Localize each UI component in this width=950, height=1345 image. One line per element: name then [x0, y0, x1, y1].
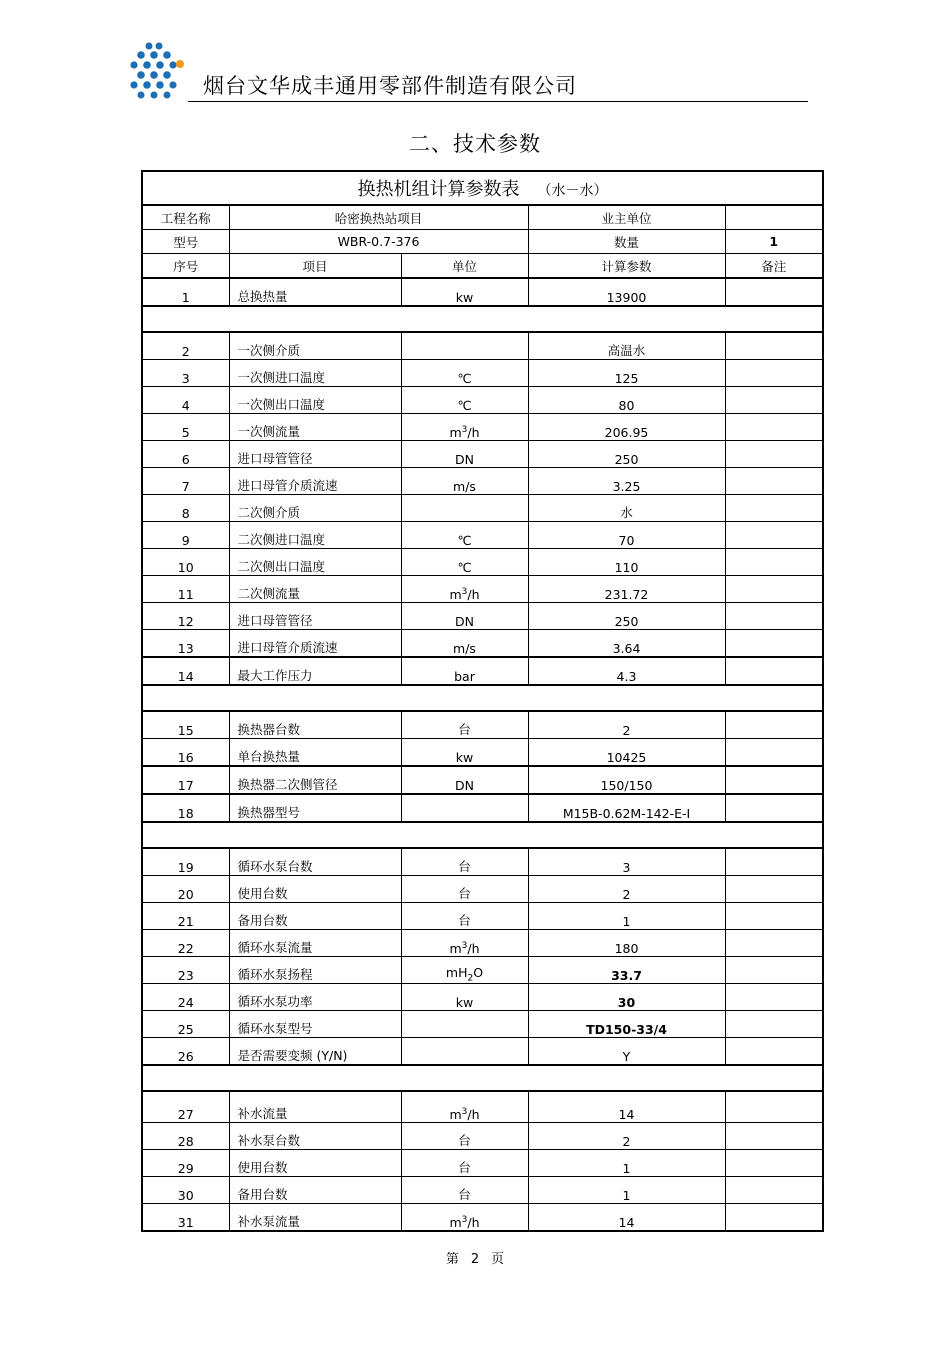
row-unit: ℃	[401, 522, 528, 549]
table-row	[142, 522, 823, 549]
row-unit: 台	[401, 1150, 528, 1177]
separator-cell	[142, 306, 823, 332]
row-remark	[725, 903, 823, 930]
row-unit	[401, 332, 528, 360]
company-name: 烟台文华成丰通用零部件制造有限公司	[203, 74, 577, 98]
row-no: 13	[142, 630, 229, 658]
row-item: 最大工作压力	[229, 657, 401, 685]
table-row	[142, 711, 823, 739]
unit-tail: /h	[467, 1107, 480, 1122]
separator-cell	[142, 685, 823, 711]
row-unit	[401, 957, 528, 984]
unit-base: m	[449, 425, 462, 440]
row-no: 9	[142, 522, 229, 549]
table-row	[142, 468, 823, 495]
row-no: 27	[142, 1091, 229, 1123]
row-no: 17	[142, 766, 229, 794]
row-unit	[401, 1204, 528, 1232]
table-row	[142, 414, 823, 441]
table-row	[142, 630, 823, 658]
table-row	[142, 603, 823, 630]
row-remark	[725, 930, 823, 957]
table-row	[142, 657, 823, 685]
unit-base: m	[449, 587, 462, 602]
table-row	[142, 1038, 823, 1066]
row-no: 22	[142, 930, 229, 957]
row-item: 补水流量	[229, 1091, 401, 1123]
table-row	[142, 903, 823, 930]
col-header-unit: 单位	[401, 254, 528, 279]
page-suffix: 页	[491, 1252, 505, 1267]
table-row	[142, 848, 823, 876]
unit-superscript: 3	[461, 1106, 468, 1117]
row-item: 进口母管管径	[229, 603, 401, 630]
header-divider	[188, 101, 808, 102]
row-remark	[725, 766, 823, 794]
row-value: 4.3	[528, 657, 725, 685]
row-value: 1	[528, 903, 725, 930]
row-no: 31	[142, 1204, 229, 1232]
row-value: 33.7	[528, 957, 725, 984]
unit-base: m	[449, 941, 462, 956]
section-separator	[142, 685, 823, 711]
row-value: 2	[528, 876, 725, 903]
row-item: 补水泵流量	[229, 1204, 401, 1232]
row-item: 换热器台数	[229, 711, 401, 739]
row-remark	[725, 848, 823, 876]
row-no: 24	[142, 984, 229, 1011]
row-item: 备用台数	[229, 1177, 401, 1204]
row-unit	[401, 794, 528, 822]
row-no: 21	[142, 903, 229, 930]
row-no: 15	[142, 711, 229, 739]
table-row	[142, 495, 823, 522]
row-item: 使用台数	[229, 1150, 401, 1177]
model-value: WBR-0.7-376	[229, 230, 528, 254]
row-value: 3.25	[528, 468, 725, 495]
row-remark	[725, 495, 823, 522]
table-row	[142, 332, 823, 360]
row-item: 换热器型号	[229, 794, 401, 822]
row-value: 水	[528, 495, 725, 522]
unit-tail: /h	[467, 587, 480, 602]
row-unit: ℃	[401, 360, 528, 387]
company-logo	[128, 40, 186, 104]
row-no: 12	[142, 603, 229, 630]
row-item: 总换热量	[229, 278, 401, 306]
row-value: 2	[528, 711, 725, 739]
unit-tail: /h	[467, 425, 480, 440]
row-item: 进口母管介质流速	[229, 630, 401, 658]
row-value: 1	[528, 1177, 725, 1204]
row-no: 4	[142, 387, 229, 414]
project-row	[142, 205, 823, 230]
row-item: 二次侧介质	[229, 495, 401, 522]
row-item: 二次侧流量	[229, 576, 401, 603]
row-value: 125	[528, 360, 725, 387]
row-remark	[725, 414, 823, 441]
row-item: 备用台数	[229, 903, 401, 930]
row-remark	[725, 387, 823, 414]
table-subtitle: （水－水）	[537, 183, 608, 199]
row-unit: 台	[401, 876, 528, 903]
row-value: 70	[528, 522, 725, 549]
table-row	[142, 766, 823, 794]
row-unit	[401, 1011, 528, 1038]
row-item: 是否需要变频 (Y/N)	[229, 1038, 401, 1066]
col-header-value: 计算参数	[528, 254, 725, 279]
row-unit: ℃	[401, 549, 528, 576]
row-unit: 台	[401, 1123, 528, 1150]
row-value: 180	[528, 930, 725, 957]
row-no: 2	[142, 332, 229, 360]
row-value: 1	[528, 1150, 725, 1177]
project-value: 哈密换热站项目	[229, 205, 528, 230]
row-no: 5	[142, 414, 229, 441]
table-row	[142, 576, 823, 603]
row-no: 20	[142, 876, 229, 903]
row-value: 231.72	[528, 576, 725, 603]
row-unit: 台	[401, 1177, 528, 1204]
row-unit: kw	[401, 739, 528, 767]
row-value: 206.95	[528, 414, 725, 441]
table-row	[142, 278, 823, 306]
row-no: 7	[142, 468, 229, 495]
row-remark	[725, 1150, 823, 1177]
table-row	[142, 1204, 823, 1232]
table-row	[142, 1123, 823, 1150]
unit-base: mH	[445, 964, 468, 980]
row-unit	[401, 1091, 528, 1123]
row-remark	[725, 984, 823, 1011]
table-row	[142, 794, 823, 822]
unit-subscript: 2	[467, 973, 474, 983]
table-row	[142, 1091, 823, 1123]
row-item: 换热器二次侧管径	[229, 766, 401, 794]
row-remark	[725, 332, 823, 360]
row-item: 一次侧介质	[229, 332, 401, 360]
table-row	[142, 876, 823, 903]
table-row	[142, 387, 823, 414]
qty-label: 数量	[528, 230, 725, 254]
row-no: 14	[142, 657, 229, 685]
row-unit: DN	[401, 441, 528, 468]
row-value: 150/150	[528, 766, 725, 794]
row-item: 一次侧进口温度	[229, 360, 401, 387]
row-no: 25	[142, 1011, 229, 1038]
row-remark	[725, 549, 823, 576]
row-value: 高温水	[528, 332, 725, 360]
table-row	[142, 984, 823, 1011]
row-no: 30	[142, 1177, 229, 1204]
model-label: 型号	[142, 230, 229, 254]
row-no: 16	[142, 739, 229, 767]
table-title-row	[142, 171, 823, 205]
row-item: 单台换热量	[229, 739, 401, 767]
row-remark	[725, 1204, 823, 1232]
row-no: 28	[142, 1123, 229, 1150]
row-item: 循环水泵型号	[229, 1011, 401, 1038]
row-remark	[725, 739, 823, 767]
row-remark	[725, 1177, 823, 1204]
row-remark	[725, 360, 823, 387]
page-number: 2	[470, 1252, 480, 1267]
unit-base: m	[449, 1215, 462, 1230]
table-row	[142, 1150, 823, 1177]
row-value: 10425	[528, 739, 725, 767]
row-value: 250	[528, 603, 725, 630]
row-item: 进口母管介质流速	[229, 468, 401, 495]
row-item: 二次侧出口温度	[229, 549, 401, 576]
row-no: 19	[142, 848, 229, 876]
row-value: Y	[528, 1038, 725, 1066]
table-row	[142, 930, 823, 957]
table-row	[142, 957, 823, 984]
unit-superscript: 3	[461, 424, 468, 435]
row-remark	[725, 876, 823, 903]
separator-cell	[142, 822, 823, 848]
row-no: 3	[142, 360, 229, 387]
unit-superscript: 3	[461, 940, 468, 951]
row-remark	[725, 1123, 823, 1150]
row-no: 11	[142, 576, 229, 603]
row-unit: 台	[401, 903, 528, 930]
section-title: 二、技术参数	[409, 132, 541, 156]
unit-base: m	[449, 1107, 462, 1122]
page-footer	[0, 1248, 950, 1267]
owner-label: 业主单位	[528, 205, 725, 230]
col-header-remark: 备注	[725, 254, 823, 279]
qty-value: 1	[725, 230, 823, 254]
row-value: 14	[528, 1204, 725, 1232]
table-row	[142, 1011, 823, 1038]
table-row	[142, 739, 823, 767]
row-remark	[725, 794, 823, 822]
row-unit	[401, 495, 528, 522]
row-item: 循环水泵台数	[229, 848, 401, 876]
row-remark	[725, 630, 823, 658]
section-separator	[142, 822, 823, 848]
row-item: 二次侧进口温度	[229, 522, 401, 549]
row-remark	[725, 603, 823, 630]
unit-tail: /h	[467, 941, 480, 956]
row-no: 23	[142, 957, 229, 984]
row-unit: bar	[401, 657, 528, 685]
row-value: 110	[528, 549, 725, 576]
row-value: 2	[528, 1123, 725, 1150]
parameter-table	[141, 170, 824, 1232]
row-remark	[725, 1091, 823, 1123]
table-row	[142, 1177, 823, 1204]
page-prefix: 第	[445, 1252, 459, 1267]
row-unit	[401, 1038, 528, 1066]
row-no: 18	[142, 794, 229, 822]
row-remark	[725, 576, 823, 603]
row-value: 14	[528, 1091, 725, 1123]
model-row	[142, 230, 823, 254]
table-row	[142, 441, 823, 468]
row-unit	[401, 576, 528, 603]
row-item: 循环水泵扬程	[229, 957, 401, 984]
unit-tail: O	[473, 964, 484, 980]
row-item: 使用台数	[229, 876, 401, 903]
unit-superscript: 3	[461, 586, 468, 597]
row-item: 一次侧出口温度	[229, 387, 401, 414]
row-no: 6	[142, 441, 229, 468]
row-remark	[725, 957, 823, 984]
row-item: 一次侧流量	[229, 414, 401, 441]
row-unit: kw	[401, 278, 528, 306]
section-separator	[142, 306, 823, 332]
row-unit: DN	[401, 766, 528, 794]
row-remark	[725, 441, 823, 468]
unit-superscript: 3	[461, 1214, 468, 1225]
row-value: 80	[528, 387, 725, 414]
row-remark	[725, 468, 823, 495]
row-no: 29	[142, 1150, 229, 1177]
row-remark	[725, 522, 823, 549]
row-value: 3	[528, 848, 725, 876]
row-unit: ℃	[401, 387, 528, 414]
row-no: 10	[142, 549, 229, 576]
row-remark	[725, 711, 823, 739]
table-title	[142, 171, 823, 205]
row-item: 补水泵台数	[229, 1123, 401, 1150]
row-remark	[725, 1011, 823, 1038]
table-row	[142, 549, 823, 576]
table-title-text: 换热机组计算参数表	[357, 179, 520, 200]
row-remark	[725, 278, 823, 306]
owner-value	[725, 205, 823, 230]
row-value: 13900	[528, 278, 725, 306]
row-remark	[725, 657, 823, 685]
section-separator	[142, 1065, 823, 1091]
row-unit: m/s	[401, 468, 528, 495]
row-value: 3.64	[528, 630, 725, 658]
row-item: 循环水泵流量	[229, 930, 401, 957]
row-no: 1	[142, 278, 229, 306]
row-unit: m/s	[401, 630, 528, 658]
col-header-no: 序号	[142, 254, 229, 279]
separator-cell	[142, 1065, 823, 1091]
row-item: 进口母管管径	[229, 441, 401, 468]
row-unit	[401, 414, 528, 441]
row-item: 循环水泵功率	[229, 984, 401, 1011]
row-unit	[401, 930, 528, 957]
column-header-row	[142, 254, 823, 279]
row-unit: DN	[401, 603, 528, 630]
row-no: 8	[142, 495, 229, 522]
table-row	[142, 360, 823, 387]
row-unit: 台	[401, 711, 528, 739]
row-unit: 台	[401, 848, 528, 876]
row-remark	[725, 1038, 823, 1066]
row-no: 26	[142, 1038, 229, 1066]
col-header-item: 项目	[229, 254, 401, 279]
row-unit: kw	[401, 984, 528, 1011]
row-value: TD150-33/4	[528, 1011, 725, 1038]
row-value: 250	[528, 441, 725, 468]
project-label: 工程名称	[142, 205, 229, 230]
row-value: 30	[528, 984, 725, 1011]
unit-tail: /h	[467, 1215, 480, 1230]
row-value: M15B-0.62M-142-E-I	[528, 794, 725, 822]
